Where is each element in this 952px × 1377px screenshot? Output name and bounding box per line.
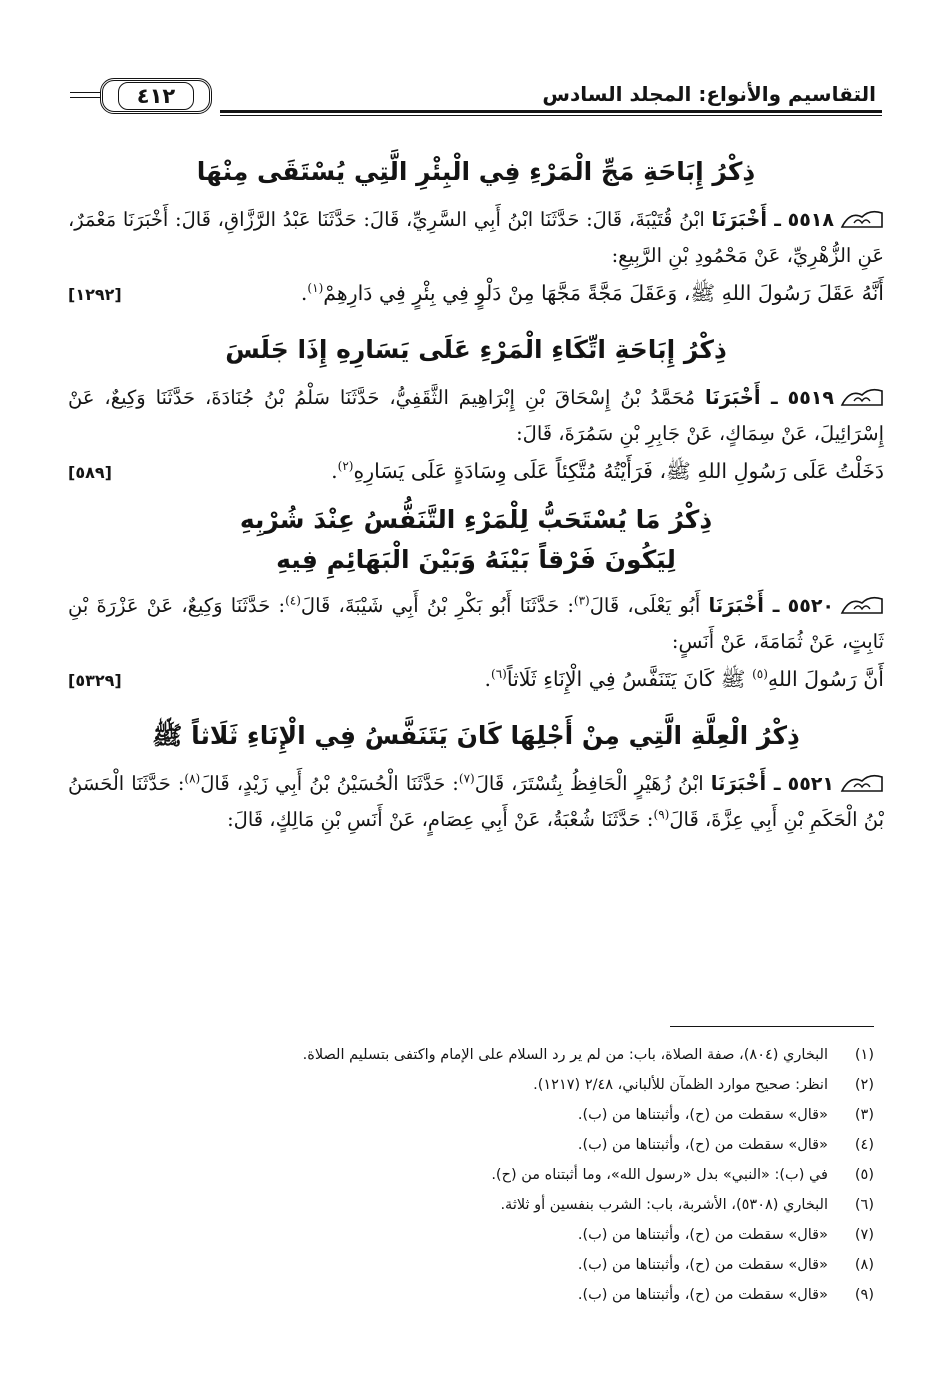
footnote-number: (٣) bbox=[854, 1107, 874, 1123]
footnote-number: (١) bbox=[854, 1047, 874, 1063]
footnote-text: «قال» سقطت من (ح)، وأثبتناها من (ب). bbox=[577, 1287, 828, 1303]
hadith-number: ٥٥١٩ bbox=[787, 387, 834, 409]
footnote-number: (٧) bbox=[854, 1227, 874, 1243]
footnote-number: (٢) bbox=[854, 1077, 874, 1093]
akhbarana-word: ـ أَخْبَرَنَا bbox=[708, 594, 780, 617]
running-title: التقاسيم والأنواع: المجلد السادس bbox=[542, 82, 876, 106]
hadith-marker-icon bbox=[840, 593, 884, 617]
footnote bbox=[78, 1070, 874, 1100]
hadith-matn-line bbox=[68, 274, 884, 314]
page-header bbox=[70, 76, 882, 126]
footnote bbox=[78, 1280, 874, 1310]
hadith-matn bbox=[301, 274, 884, 312]
footnote-ref: (٢) bbox=[337, 459, 354, 474]
footnote bbox=[78, 1040, 874, 1070]
hadith-matn-line bbox=[68, 660, 884, 700]
matn-text: ﷺ كَانَ يَتَنَفَّسُ فِي الْإِنَاءِ ثَلَاثاً bbox=[506, 667, 753, 691]
footnote-number: (٥) bbox=[854, 1167, 874, 1183]
footnote-text: البخاري (٨٠٤)، صفة الصلاة، باب: من لم ير رد السلام على الإمام واكتفى بتسليم الصلاة. bbox=[302, 1047, 828, 1063]
isnad-text: ابْنُ زُهَيْرٍ الْحَافِظُ بِتُسْتَرَ، قَالَ bbox=[474, 772, 704, 795]
section-title: ذِكْرُ الْعِلَّةِ الَّتِي مِنْ أَجْلِهَا كَانَ يَتَنَفَّسُ فِي الْإِنَاءِ ثَلَاثاً ﷺ bbox=[152, 721, 800, 750]
hadith-isnad bbox=[68, 202, 884, 274]
matn-text: دَخَلْتُ عَلَى رَسُولِ اللهِ ﷺ، فَرَأَيْتُهُ مُتَّكِئاً عَلَى وِسَادَةٍ عَلَى يَسَارِهِ bbox=[353, 459, 884, 483]
section-title-line-1: ذِكْرُ مَا يُسْتَحَبُّ لِلْمَرْءِ التَّنَفُّسُ عِنْدَ شُرْبِهِ bbox=[239, 505, 713, 534]
footnote-ref: (٤) bbox=[285, 593, 301, 608]
hadith-marker-icon bbox=[840, 771, 884, 795]
isnad-text: : حَدَّثَنَا الْحُسَيْنُ بْنُ أَبِي زَيْدٍ، قَالَ bbox=[200, 772, 459, 795]
footnote-text: البخاري (٥٣٠٨)، الأشربة، باب: الشرب بنفسين أو ثلاثة. bbox=[500, 1197, 828, 1213]
footnote bbox=[78, 1220, 874, 1250]
isnad-text: : حَدَّثَنَا وَكِيعٌ، عَنْ عَزْرَةَ بْنِ ثَابِتٍ، عَنْ ثُمَامَةَ، عَنْ أَنَسٍ: bbox=[68, 594, 884, 653]
hadith-isnad bbox=[68, 380, 884, 452]
footnote-ref: (٥) bbox=[752, 667, 768, 682]
page-number-frame bbox=[100, 78, 212, 114]
footnote bbox=[78, 1250, 874, 1280]
page-number: ٤١٢ bbox=[118, 82, 194, 110]
footnote-text: «قال» سقطت من (ح)، وأثبتناها من (ب). bbox=[577, 1107, 828, 1123]
footnote-text: «قال» سقطت من (ح)، وأثبتناها من (ب). bbox=[577, 1227, 828, 1243]
matn-text: أَنَّ رَسُولَ اللهِ bbox=[767, 667, 884, 691]
footnotes bbox=[78, 1040, 874, 1310]
akhbarana-word: ـ أَخْبَرَنَا bbox=[710, 772, 781, 795]
isnad-text: : حَدَّثَنَا أَبُو بَكْرِ بْنُ أَبِي شَيْبَةَ، قَالَ bbox=[300, 594, 574, 617]
footnote-ref: (٦) bbox=[491, 667, 507, 682]
hadith-isnad bbox=[68, 588, 884, 660]
isnad-text: : حَدَّثَنَا شُعْبَةُ، عَنْ أَبِي عِصَامٍ، عَنْ أَنَسِ بْنِ مَالِكٍ، قَالَ: bbox=[227, 808, 654, 831]
hadith-matn-line bbox=[68, 452, 884, 492]
footnote-number: (٤) bbox=[854, 1137, 874, 1153]
footnote bbox=[78, 1160, 874, 1190]
section-title: ذِكْرُ إِبَاحَةِ مَجِّ الْمَرْءِ فِي الْبِئْرِ الَّتِي يُسْتَقَى مِنْهَا bbox=[196, 157, 756, 186]
matn-end: . bbox=[484, 667, 491, 691]
footnote-text: «قال» سقطت من (ح)، وأثبتناها من (ب). bbox=[577, 1257, 828, 1273]
isnad-text: ابْنُ قُتَيْبَةَ، قَالَ: حَدَّثَنَا ابْنُ أَبِي السَّرِيِّ، قَالَ: حَدَّثَنَا عَبْدُ الرَّزَّاقِ، قَالَ: أَخْبَرَنَا مَعْمَرٌ، عَنِ الزُّهْرِيِّ، عَنْ مَحْمُودِ بْنِ الرَّبِيعِ: bbox=[68, 208, 884, 267]
page-content bbox=[68, 150, 884, 838]
isnad-text: : حَدَّثَنَا الْحَسَنُ بْنُ الْحَكَمِ بْنِ أَبِي عِزَّةَ، قَالَ bbox=[68, 772, 884, 831]
reference-number: [٥٣٢٩] bbox=[68, 671, 122, 690]
akhbarana-word: ـ أَخْبَرَنَا bbox=[705, 386, 778, 409]
hadith-marker-icon bbox=[840, 385, 884, 409]
hadith-marker-icon bbox=[840, 207, 884, 231]
hadith-matn bbox=[331, 452, 884, 490]
hadith-number: ٥٥١٨ bbox=[787, 209, 834, 231]
footnote bbox=[78, 1100, 874, 1130]
header-rule bbox=[220, 110, 882, 116]
footnote-text: «قال» سقطت من (ح)، وأثبتناها من (ب). bbox=[577, 1137, 828, 1153]
footnote bbox=[78, 1130, 874, 1160]
footnote-ref: (٣) bbox=[573, 593, 590, 608]
hadith-number: ٥٥٢١ bbox=[787, 773, 834, 795]
section-title: ذِكْرُ إِبَاحَةِ اتِّكَاءِ الْمَرْءِ عَلَى يَسَارِهِ إِذَا جَلَسَ bbox=[225, 335, 727, 364]
matn-end: . bbox=[331, 459, 338, 483]
reference-number: [٥٨٩] bbox=[68, 463, 112, 482]
hadith-matn bbox=[484, 660, 884, 698]
footnote-number: (٦) bbox=[854, 1197, 874, 1213]
akhbarana-word: ـ أَخْبَرَنَا bbox=[711, 208, 781, 231]
footnote-ref: (٧) bbox=[458, 771, 475, 786]
matn-text: أَنَّهُ عَقَلَ رَسُولَ اللهِ ﷺ، وَعَقَلَ مَجَّةً مَجَّهَا مِنْ دَلْوٍ فِي بِئْرٍ فِي دَارِهِمْ bbox=[323, 281, 884, 305]
footnote-text: انظر: صحيح موارد الظمآن للألباني، ٢/٤٨ (١٢١٧). bbox=[533, 1077, 828, 1093]
isnad-text: أَبُو يَعْلَى، قَالَ bbox=[589, 594, 701, 617]
reference-number: [١٢٩٢] bbox=[68, 285, 122, 304]
footnote-text: في (ب): «النبي» بدل «رسول الله»، وما أثبتناه من (ح). bbox=[491, 1167, 828, 1183]
section-title-line-2: لِيَكُونَ فَرْقاً بَيْنَهُ وَبَيْنَ الْبَهَائِمِ فِيهِ bbox=[276, 545, 676, 574]
footnote-number: (٩) bbox=[854, 1287, 874, 1303]
footnote bbox=[78, 1190, 874, 1220]
footnote-separator bbox=[670, 1026, 874, 1027]
matn-end: . bbox=[300, 281, 308, 305]
footnote-ref: (٩) bbox=[653, 807, 670, 822]
hadith-number: ٥٥٢٠ bbox=[787, 595, 835, 617]
footnote-ref: (٨) bbox=[184, 771, 201, 786]
hadith-isnad bbox=[68, 766, 884, 838]
footnote-ref: (١) bbox=[307, 281, 324, 296]
footnote-number: (٨) bbox=[854, 1257, 874, 1273]
isnad-text: مُحَمَّدُ بْنُ إِسْحَاقَ بْنِ إِبْرَاهِيمَ الثَّقَفِيُّ، حَدَّثَنَا سَلْمُ بْنُ جُنَادَةَ، حَدَّثَنَا وَكِيعٌ، عَنْ إِسْرَائِيلَ، عَنْ سِمَاكٍ، عَنْ جَابِرِ بْنِ سَمُرَةَ، قَالَ: bbox=[68, 386, 884, 445]
header-rule-left bbox=[70, 92, 100, 98]
